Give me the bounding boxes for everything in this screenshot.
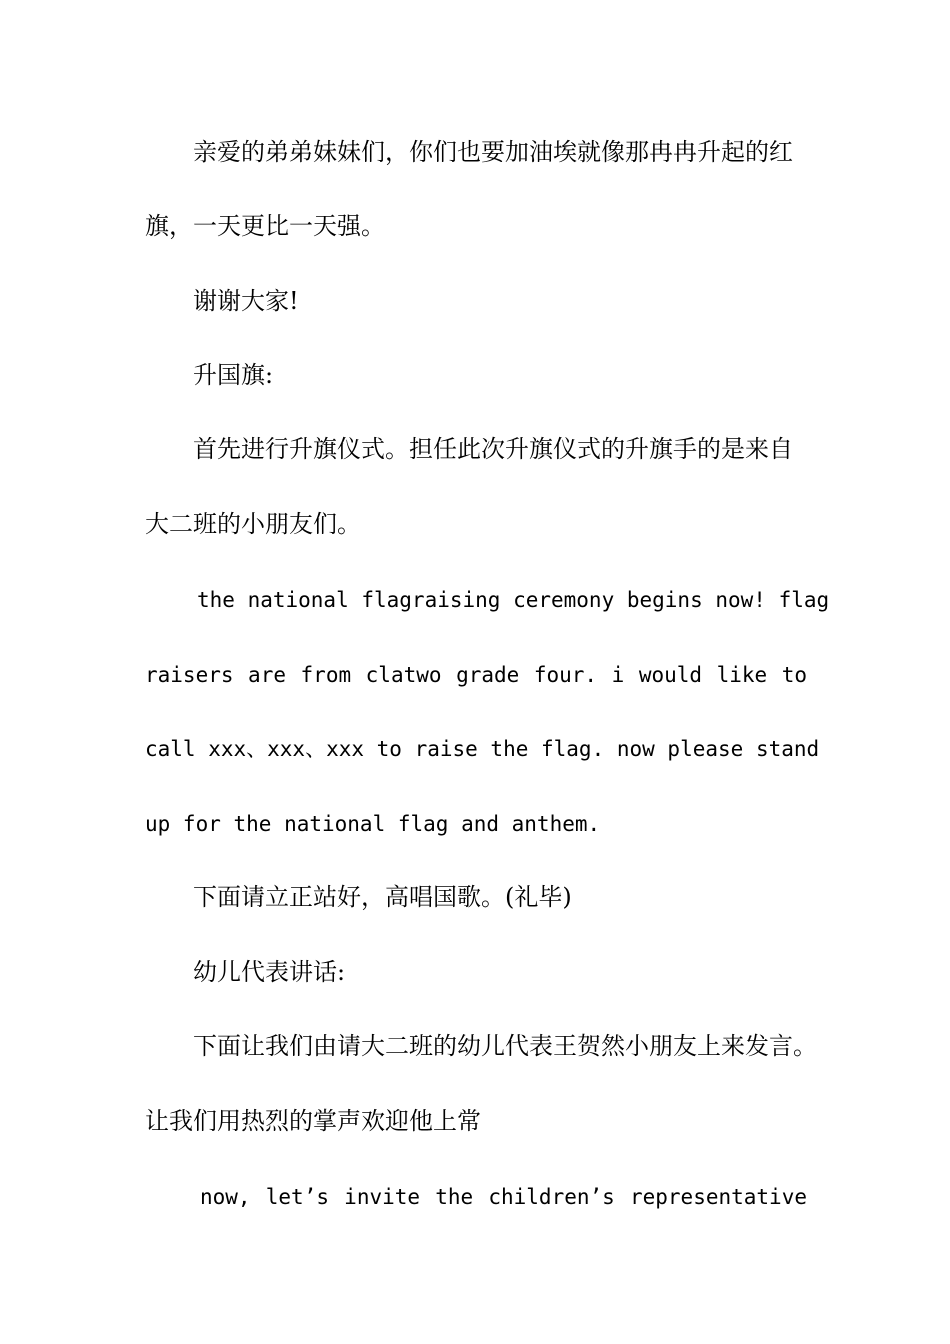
paragraph-line: now, let’s invite the children’s representative <box>200 1185 807 1209</box>
paragraph-line: 让我们用热烈的掌声欢迎他上常 <box>145 1107 481 1135</box>
paragraph-line: 旗，一天更比一天强。 <box>145 212 385 240</box>
paragraph-line: raisers are from clatwo grade four. i would like to <box>145 663 807 687</box>
paragraph-line: 下面请立正站好，高唱国歌。(礼毕) <box>193 883 572 911</box>
section-heading: 幼儿代表讲话: <box>193 958 346 986</box>
paragraph-line: 下面让我们由请大二班的幼儿代表王贺然小朋友上来发言。 <box>193 1032 817 1060</box>
paragraph-line: call xxx、xxx、xxx to raise the flag. now please stand <box>145 737 820 761</box>
paragraph-line: up for the national flag and anthem. <box>145 812 601 836</box>
paragraph-line: 大二班的小朋友们。 <box>145 510 361 538</box>
paragraph-line: the national flagraising ceremony begins now! flag <box>197 588 830 612</box>
paragraph-line: 谢谢大家! <box>193 287 299 315</box>
paragraph-line: 亲爱的弟弟妹妹们，你们也要加油埃就像那冉冉升起的红 <box>193 138 793 166</box>
paragraph-line: 首先进行升旗仪式。担任此次升旗仪式的升旗手的是来自 <box>193 435 793 463</box>
section-heading: 升国旗: <box>193 361 274 389</box>
